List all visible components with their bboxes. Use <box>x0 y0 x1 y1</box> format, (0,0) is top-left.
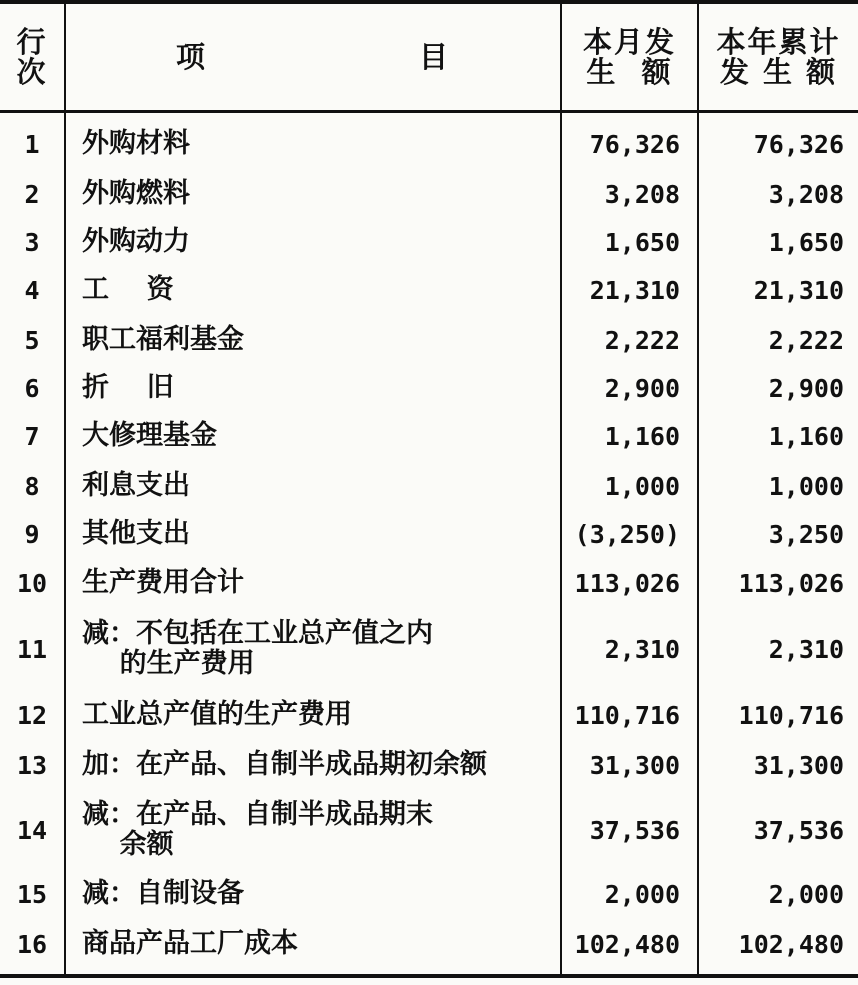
row-item: 职工福利基金 <box>82 324 244 355</box>
table-row <box>0 170 858 218</box>
table-row <box>0 364 858 412</box>
header-item-left: 项 <box>176 40 208 74</box>
row-item: 外购材料 <box>82 128 190 159</box>
row-number: 1 <box>24 129 40 159</box>
row-number: 9 <box>24 519 40 549</box>
row-month-amount: 31,300 <box>589 750 680 780</box>
row-month-amount: 3,208 <box>604 179 680 209</box>
bottom-rule <box>0 974 858 978</box>
row-year-amount: 76,326 <box>753 129 844 159</box>
row-number: 11 <box>16 634 48 664</box>
row-month-amount: 1,000 <box>604 471 680 501</box>
row-year-amount: 110,716 <box>738 700 844 730</box>
header-row-number: 行 次 <box>16 25 48 89</box>
row-number: 10 <box>16 568 48 598</box>
row-year-amount: 37,536 <box>753 815 844 845</box>
row-item: 大修理基金 <box>82 420 217 451</box>
table-row <box>0 120 858 168</box>
header-rule <box>0 110 858 113</box>
row-item: 其他支出 <box>82 518 190 549</box>
row-year-amount: 2,222 <box>768 325 844 355</box>
row-item: 外购动力 <box>82 226 190 257</box>
row-year-amount: 21,310 <box>753 275 844 305</box>
row-month-amount: (3,250) <box>574 519 680 549</box>
row-year-amount: 2,310 <box>768 634 844 664</box>
table-row <box>0 316 858 364</box>
row-year-amount: 3,250 <box>768 519 844 549</box>
row-item: 工业总产值的生产费用 <box>82 699 352 730</box>
row-item: 减：不包括在工业总产值之内 的生产费用 <box>82 618 433 679</box>
row-month-amount: 21,310 <box>589 275 680 305</box>
table-row <box>0 218 858 266</box>
row-item: 减：自制设备 <box>82 878 244 909</box>
row-number: 7 <box>24 421 40 451</box>
header-month-amount: 本月发 生 额 <box>582 25 676 89</box>
row-item: 工 资 <box>82 274 174 305</box>
row-number: 15 <box>16 879 48 909</box>
table-row <box>0 870 858 918</box>
row-year-amount: 2,900 <box>768 373 844 403</box>
table-row <box>0 558 858 608</box>
table-row <box>0 510 858 558</box>
row-item: 商品产品工厂成本 <box>82 928 298 959</box>
row-item: 生产费用合计 <box>82 567 244 598</box>
row-item: 外购燃料 <box>82 178 190 209</box>
row-month-amount: 113,026 <box>574 568 680 598</box>
row-number: 5 <box>24 325 40 355</box>
table-row <box>0 690 858 740</box>
header-year-amount: 本年累计 发 生 额 <box>716 25 841 89</box>
row-number: 2 <box>24 179 40 209</box>
row-month-amount: 102,480 <box>574 929 680 959</box>
table-row <box>0 918 858 970</box>
row-year-amount: 31,300 <box>753 750 844 780</box>
row-number: 3 <box>24 227 40 257</box>
row-number: 4 <box>24 275 40 305</box>
table-row <box>0 790 858 870</box>
table-row <box>0 608 858 690</box>
row-item: 利息支出 <box>82 470 190 501</box>
row-month-amount: 76,326 <box>589 129 680 159</box>
header-item-right: 目 <box>418 40 450 74</box>
row-year-amount: 1,160 <box>768 421 844 451</box>
row-year-amount: 1,650 <box>768 227 844 257</box>
row-month-amount: 2,900 <box>604 373 680 403</box>
row-number: 8 <box>24 471 40 501</box>
header-item <box>66 4 560 110</box>
row-year-amount: 3,208 <box>768 179 844 209</box>
row-year-amount: 2,000 <box>768 879 844 909</box>
table-row <box>0 412 858 460</box>
row-month-amount: 1,160 <box>604 421 680 451</box>
row-year-amount: 1,000 <box>768 471 844 501</box>
table-row <box>0 462 858 510</box>
row-month-amount: 1,650 <box>604 227 680 257</box>
row-item: 折 旧 <box>82 372 174 403</box>
row-month-amount: 2,310 <box>604 634 680 664</box>
table-row <box>0 740 858 790</box>
row-year-amount: 102,480 <box>738 929 844 959</box>
row-number: 13 <box>16 750 48 780</box>
row-year-amount: 113,026 <box>738 568 844 598</box>
row-month-amount: 37,536 <box>589 815 680 845</box>
table-row <box>0 266 858 314</box>
row-item: 加：在产品、自制半成品期初余额 <box>82 749 487 780</box>
row-item: 减：在产品、自制半成品期末 余额 <box>82 799 433 860</box>
row-number: 16 <box>16 929 48 959</box>
row-month-amount: 110,716 <box>574 700 680 730</box>
row-month-amount: 2,000 <box>604 879 680 909</box>
row-month-amount: 2,222 <box>604 325 680 355</box>
row-number: 14 <box>16 815 48 845</box>
row-number: 12 <box>16 700 48 730</box>
row-number: 6 <box>24 373 40 403</box>
